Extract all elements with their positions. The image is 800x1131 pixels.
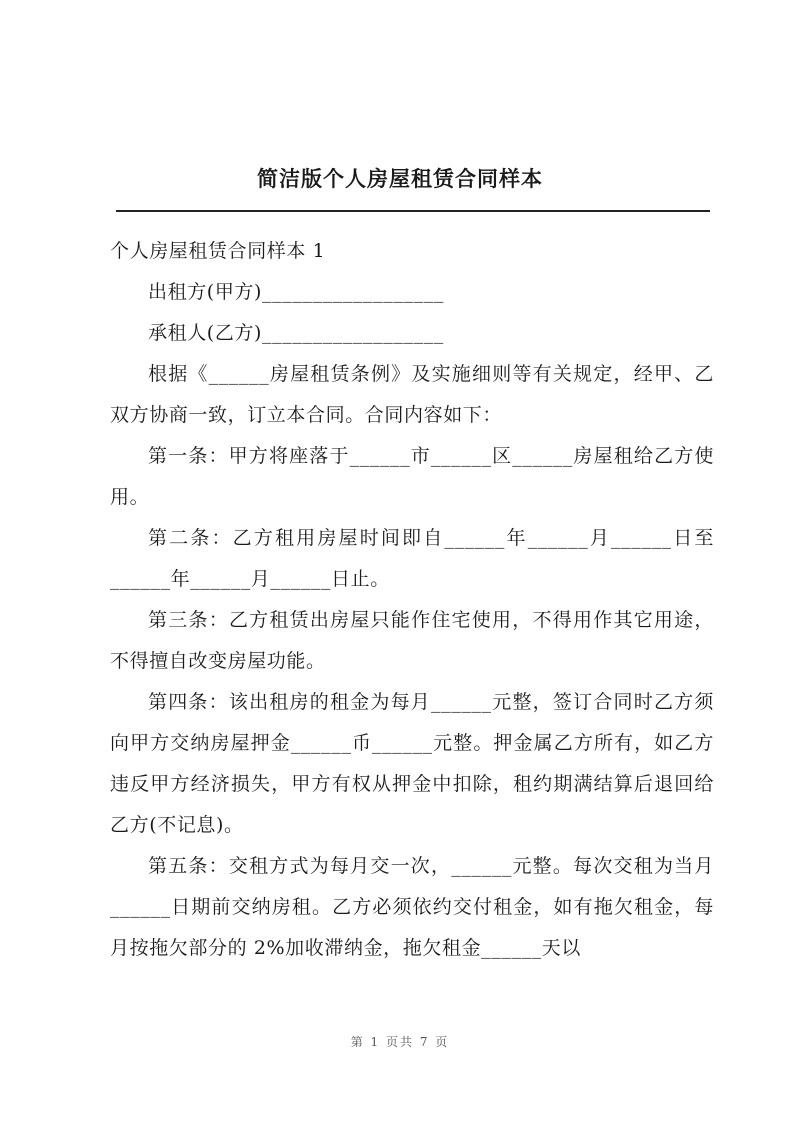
title-divider — [116, 210, 710, 212]
article-2-paragraph: 第二条：乙方租用房屋时间即自______年______月______日至______年______月______日止。 — [110, 527, 714, 590]
page-footer: 第 1 页共 7 页 — [350, 1035, 450, 1049]
article-3-paragraph: 第三条：乙方租赁出房屋只能作住宅使用，不得用作其它用途，不得擅自改变房屋功能。 — [110, 609, 714, 672]
document-body — [110, 231, 714, 969]
preamble-paragraph: 根据《______房屋租赁条例》及实施细则等有关规定，经甲、乙双方协商一致，订立本合同。合同内容如下： — [110, 363, 714, 426]
article-1-paragraph: 第一条：甲方将座落于______市______区______房屋租给乙方使用。 — [110, 445, 714, 508]
section-heading: 个人房屋租赁合同样本 1 — [110, 240, 326, 262]
article-4-paragraph: 第四条：该出租房的租金为每月______元整，签订合同时乙方须向甲方交纳房屋押金______币______元整。押金属乙方所有，如乙方违反甲方经济损失，甲方有权从押金中扣除，租约期满结算后退回给乙方(不记息)。 — [110, 691, 714, 836]
document-title: 简洁版个人房屋租赁合同样本 — [257, 167, 543, 191]
article-5-paragraph: 第五条：交租方式为每月交一次，______元整。每次交租为当月______日期前交纳房租。乙方必须依约交付租金，如有拖欠租金，每月按拖欠部分的 2%加收滞纳金，拖欠租金______天以 — [110, 855, 714, 959]
landlord-line: 出租方(甲方)__________________ — [148, 281, 444, 303]
tenant-line: 承租人(乙方)__________________ — [148, 322, 444, 344]
